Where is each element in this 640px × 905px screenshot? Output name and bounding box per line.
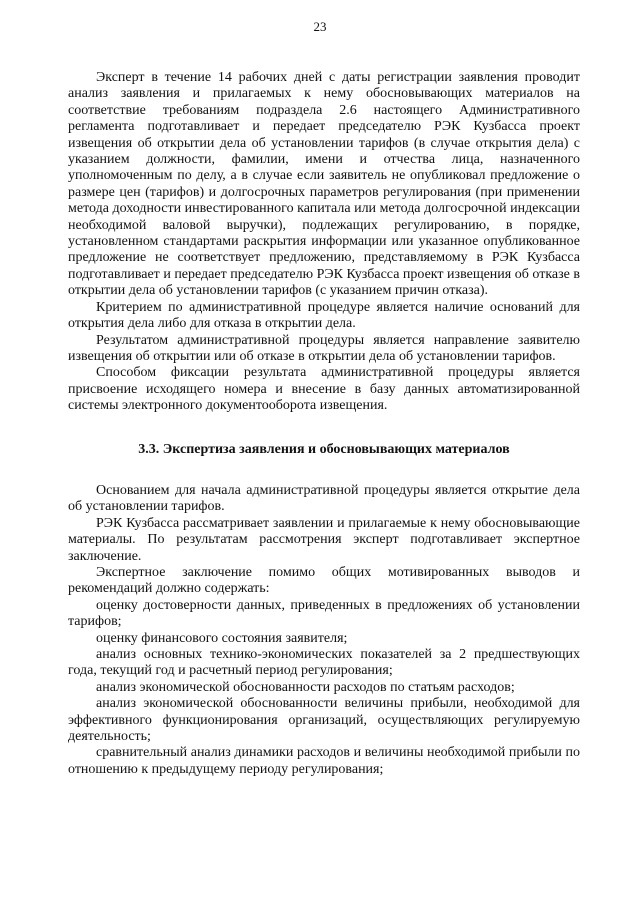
list-item: оценку финансового состояния заявителя; — [96, 630, 348, 646]
paragraph: Способом фиксации результата административной процедуры является присвоение исходящего номера и внесение в базу данных автоматизированной системы электронного документооборота извещения. — [68, 365, 580, 414]
list-item: анализ основных технико-экономических показателей за 2 предшествующих года, текущий год и расчетный период регулирования; — [68, 647, 580, 679]
list-item: анализ экономической обоснованности расходов по статьям расходов; — [96, 679, 515, 695]
document-body — [68, 70, 580, 778]
paragraph: Критерием по административной процедуре является наличие оснований для открытия дела либо для отказа в открытии дела. — [68, 299, 580, 332]
paragraph: РЭК Кузбасса рассматривает заявлении и прилагаемые к нему обосновывающие материалы. По результатам рассмотрения эксперт подготавливает экспертное заключение. — [68, 515, 580, 564]
section-heading: 3.3. Экспертиза заявления и обосновывающих материалов — [138, 441, 510, 457]
list-item: сравнительный анализ динамики расходов и величины необходимой прибыли по отношению к предыдущему периоду регулирования; — [68, 745, 580, 777]
paragraph: Экспертное заключение помимо общих мотивированных выводов и рекомендаций должно содержать: — [68, 564, 580, 597]
list-item: оценку достоверности данных, приведенных в предложениях об установлении тарифов; — [68, 597, 580, 630]
paragraph: Эксперт в течение 14 рабочих дней с даты регистрации заявления проводит анализ заявления и прилагаемых к нему обосновывающих материалов на соответствие требованиям подраздела 2.6 настоящего Административного регламента подготавливает и передает председателю РЭК Кузбасса проект извещения об открытии дела об установлении тарифов (в случае открытия дела) с указанием должности, фамилии, имени и отчества лица, назначенного уполномоченным по делу, а в случае если заявитель не опубликовал предложение о размере цен (тарифов) и долгосрочных параметров регулирования (при применении метода доходности инвестированного капитала или метода долгосрочной индексации необходимой валовой выручки), подлежащих регулированию, в порядке, установленном стандартами раскрытия информации или указанное опубликованное предложение не соответствует предложению, представляемому в РЭК Кузбасса подготавливает и передает председателю РЭК Кузбасса проект извещения об отказе в открытии дела об установлении тарифов (с указанием причин отказа). — [68, 70, 580, 299]
page-number: 23 — [313, 19, 327, 34]
paragraph: Результатом административной процедуры является направление заявителю извещения об открытии или об отказе в открытии дела об установлении тарифов. — [68, 332, 580, 364]
paragraph: Основанием для начала административной процедуры является открытие дела об установлении тарифов. — [68, 482, 580, 515]
list-item: анализ экономической обоснованности величины прибыли, необходимой для эффективного функционирования организаций, осуществляющих регулируемую деятельность; — [68, 696, 580, 745]
